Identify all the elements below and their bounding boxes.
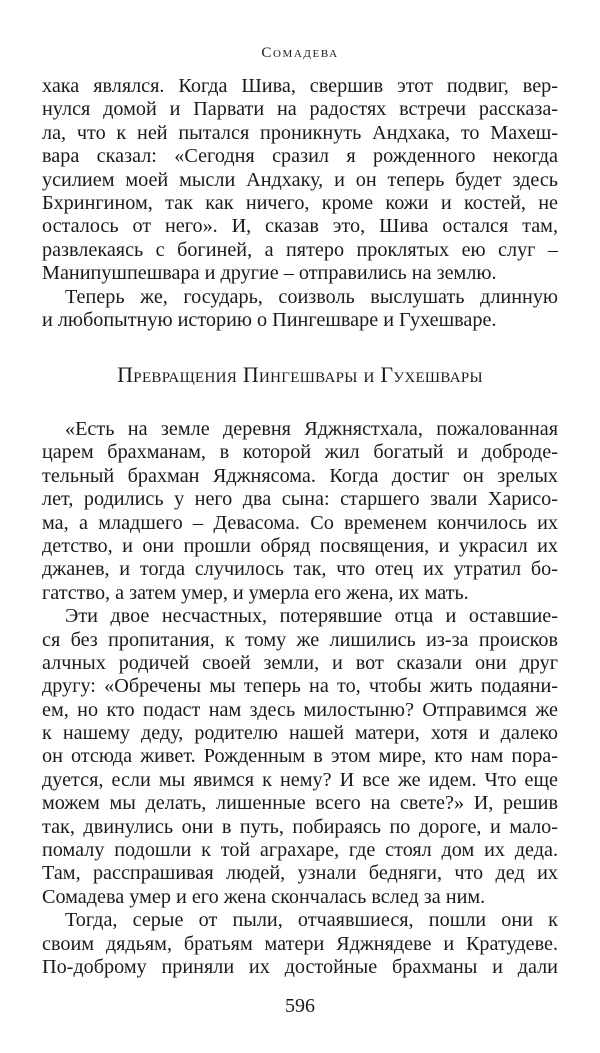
text-line: вара сказал: «Сегодня сразил я рожденного некогда [42, 145, 558, 168]
text-line: к нашему деду, родителю нашей матери, хотя и далеко [42, 722, 558, 745]
paragraph [42, 286, 558, 333]
text-block-bottom [42, 418, 558, 979]
running-head: Сомадева [261, 45, 339, 61]
text-line: гатство, а затем умер, и умерла его жена, их мать. [42, 581, 469, 604]
text-line: помалу подошли к той аграхаре, где стоял дом их деда. [42, 839, 558, 862]
text-block-top [42, 75, 558, 332]
text-line: ся без пропитания, к тому же лишились из-за происков [42, 628, 558, 651]
paragraph [42, 75, 558, 286]
text-line: ем, но кто подаст нам здесь милостыню? Отправимся же [42, 698, 558, 721]
text-line: Тогда, серые от пыли, отчаявшиеся, пошли они к [65, 909, 558, 932]
section-heading: Превращения Пингешвары и Гухешвары [117, 362, 483, 387]
text-line: другу: «Обречены мы теперь на то, чтобы жить подаяни- [42, 675, 558, 698]
text-line: и любопытную историю о Пингешваре и Гухешваре. [42, 308, 497, 331]
text-line: По-доброму приняли их достойные брахманы и дали [42, 955, 558, 978]
text-line: хака являлся. Когда Шива, свершив этот подвиг, вер- [42, 75, 558, 97]
page-number: 596 [285, 995, 315, 1017]
text-line: тельный брахман Яджнясома. Когда достиг он зрелых [42, 464, 558, 487]
paragraph [42, 605, 558, 909]
text-line: алчных родичей своей земли, и вот сказали они друг [42, 651, 558, 674]
text-line: джанев, и тогда случилось так, что отец их утратил бо- [42, 558, 558, 581]
text-line: развлекаясь с богиней, а пятеро проклятых ею слуг – [42, 238, 558, 261]
text-line: Эти двое несчастных, потерявшие отца и оставшие- [65, 605, 558, 628]
text-line: своим дядьям, братьям матери Яджнядеве и Кратудеве. [42, 932, 558, 955]
text-line: дуется, если мы явимся к нему? И все же идем. Что еще [42, 768, 558, 791]
text-line: Манипушпешвара и другие – отправились на землю. [42, 262, 497, 285]
paragraph [42, 418, 558, 605]
text-line: ма, а младшего – Девасома. Со временем кончилось их [42, 511, 558, 534]
text-line: Теперь же, государь, соизволь выслушать длинную [65, 285, 558, 308]
text-line: нулся домой и Парвати на радостях встречи рассказа- [42, 98, 558, 121]
text-line: детство, и они прошли обряд посвящения, и украсил их [42, 534, 558, 557]
text-line: лет, родились у него два сына: старшего звали Харисо- [42, 488, 558, 511]
text-line: Бхрингином, так как ничего, кроме кожи и костей, не [42, 191, 558, 214]
paragraph [42, 909, 558, 979]
text-line: можем мы делать, лишенные всего на свете?» И, решив [42, 792, 558, 815]
text-line: так, двинулись они в путь, побираясь по дороге, и мало- [42, 815, 558, 838]
text-line: Сомадева умер и его жена скончалась вслед за ним. [42, 885, 486, 908]
text-line: он отсюда живет. Рожденным в этом мире, кто нам пора- [42, 745, 558, 768]
text-line: Там, расспрашивая людей, узнали бедняги, что дед их [42, 862, 558, 885]
text-line: усилием моей мысли Андхаку, и он теперь будет здесь [42, 168, 558, 191]
text-line: царем брахманам, в которой жил богатый и доброде- [42, 441, 558, 464]
text-line: «Есть на земле деревня Яджнястхала, пожалованная [65, 418, 558, 440]
text-line: ла, что к ней пытался проникнуть Андхака, то Махеш- [42, 121, 558, 144]
text-line: осталось от него». И, сказав это, Шива остался там, [42, 215, 558, 238]
